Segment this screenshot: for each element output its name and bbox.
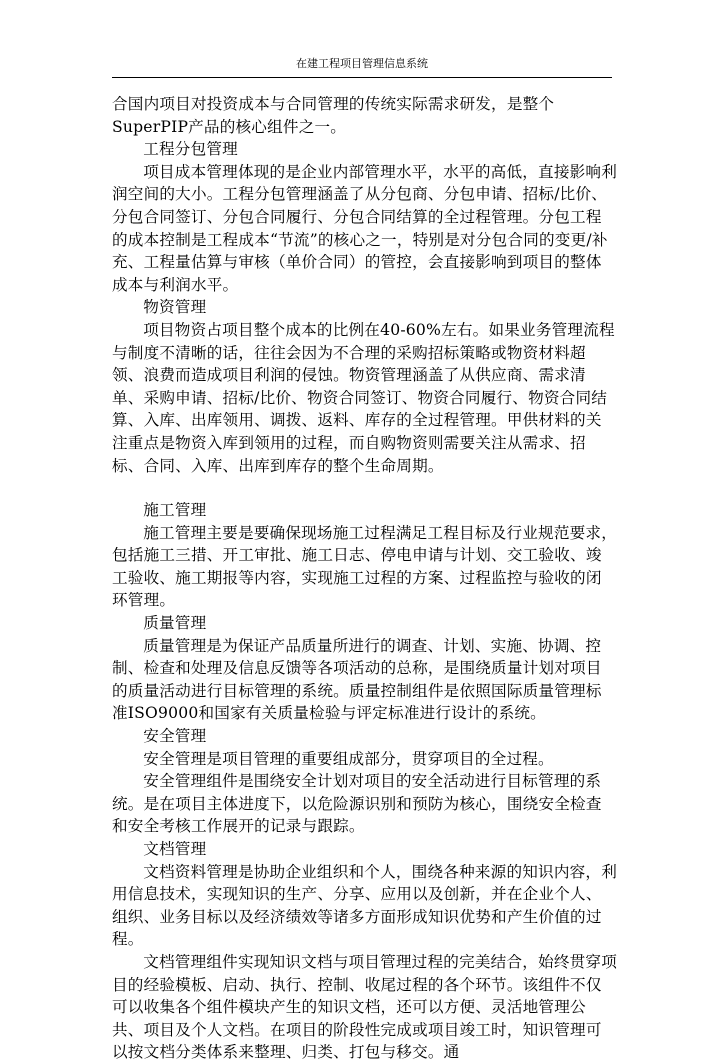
section-heading-documents: 文档管理	[143, 840, 207, 858]
page-header-title: 在建工程项目管理信息系统	[296, 57, 428, 70]
paragraph-materials: 项目物资占项目整个成本的比例在40-60%左右。如果业务管理流程与制度不清晰的话，往往会因为不合理的采购招标策略或物资材料超领、浪费而造成项目利润的侵蚀。物资管理涵盖了从供应商、需求清单、采购申请、招标/比价、物资合同签订、物资合同履行、物资合同结算、入库、出库领用、调拨、返料、库存的全过程管理。甲供材料的关注重点是物资入库到领用的过程，而自购物资则需要关注从需求、招标、合同、入库、出库到库存的整个生命周期。	[112, 320, 615, 475]
paragraph-construction: 施工管理主要是要确保现场施工过程满足工程目标及行业规范要求，包括施工三措、开工审批、施工日志、停电申请与计划、交工验收、竣工验收、施工期报等内容，实现施工过程的方案、过程监控与验收的闭环管理。	[112, 523, 618, 610]
paragraph-documents-2: 文档管理组件实现知识文档与项目管理过程的完美结合，始终贯穿项目的经验模板、启动、执行、控制、收尾过程的各个环节。该组件不仅可以收集各个组件模块产生的知识文档，还可以方便、灵活地管理公共、项目及个人文档。在项目的阶段性完成或项目竣工时，知识管理可以按文档分类体系来整理、归类、打包与移交。通	[112, 952, 618, 1062]
section-heading-construction: 施工管理	[143, 501, 207, 520]
section-heading-quality: 质量管理	[143, 614, 207, 633]
section-heading-materials: 物资管理	[143, 298, 207, 317]
section-heading-safety: 安全管理	[143, 727, 207, 746]
paragraph-documents-1: 文档资料管理是协助企业组织和个人，围绕各种来源的知识内容，利用信息技术，实现知识的生产、分享、应用以及创新，并在企业个人、组织、业务目标以及经济绩效等诸多方面形成知识优势和产生价值的过程。	[112, 862, 618, 949]
section-heading-subcontract: 工程分包管理	[143, 140, 238, 159]
paragraph-safety-1: 安全管理是项目管理的重要组成部分，贯穿项目的全过程。	[143, 749, 554, 768]
paragraph-intro: 合国内项目对投资成本与合同管理的传统实际需求研发，是整个SuperPIP产品的核心组件之一。	[112, 95, 555, 136]
document-body	[112, 93, 617, 1064]
header-divider	[112, 77, 612, 78]
paragraph-subcontract: 项目成本管理体现的是企业内部管理水平，水平的高低，直接影响利润空间的大小。工程分包管理涵盖了从分包商、分包申请、招标/比价、分包合同签订、分包合同履行、分包合同结算的全过程管理。分包工程的成本控制是工程成本“节流”的核心之一，特别是对分包合同的变更/补充、工程量估算与审核（单价合同）的管控，会直接影响到项目的整体成本与利润水平。	[112, 162, 618, 294]
paragraph-safety-2: 安全管理组件是围绕安全计划对项目的安全活动进行目标管理的系统。是在项目主体进度下，以危险源识别和预防为核心，围绕安全检查和安全考核工作展开的记录与跟踪。	[112, 772, 602, 836]
paragraph-quality: 质量管理是为保证产品质量所进行的调查、计划、实施、协调、控制、检查和处理及信息反馈等各项活动的总称，是围绕质量计划对项目的质量活动进行目标管理的系统。质量控制组件是依照国际质量管理标准ISO9000和国家有关质量检验与评定标准进行设计的系统。	[112, 636, 602, 723]
